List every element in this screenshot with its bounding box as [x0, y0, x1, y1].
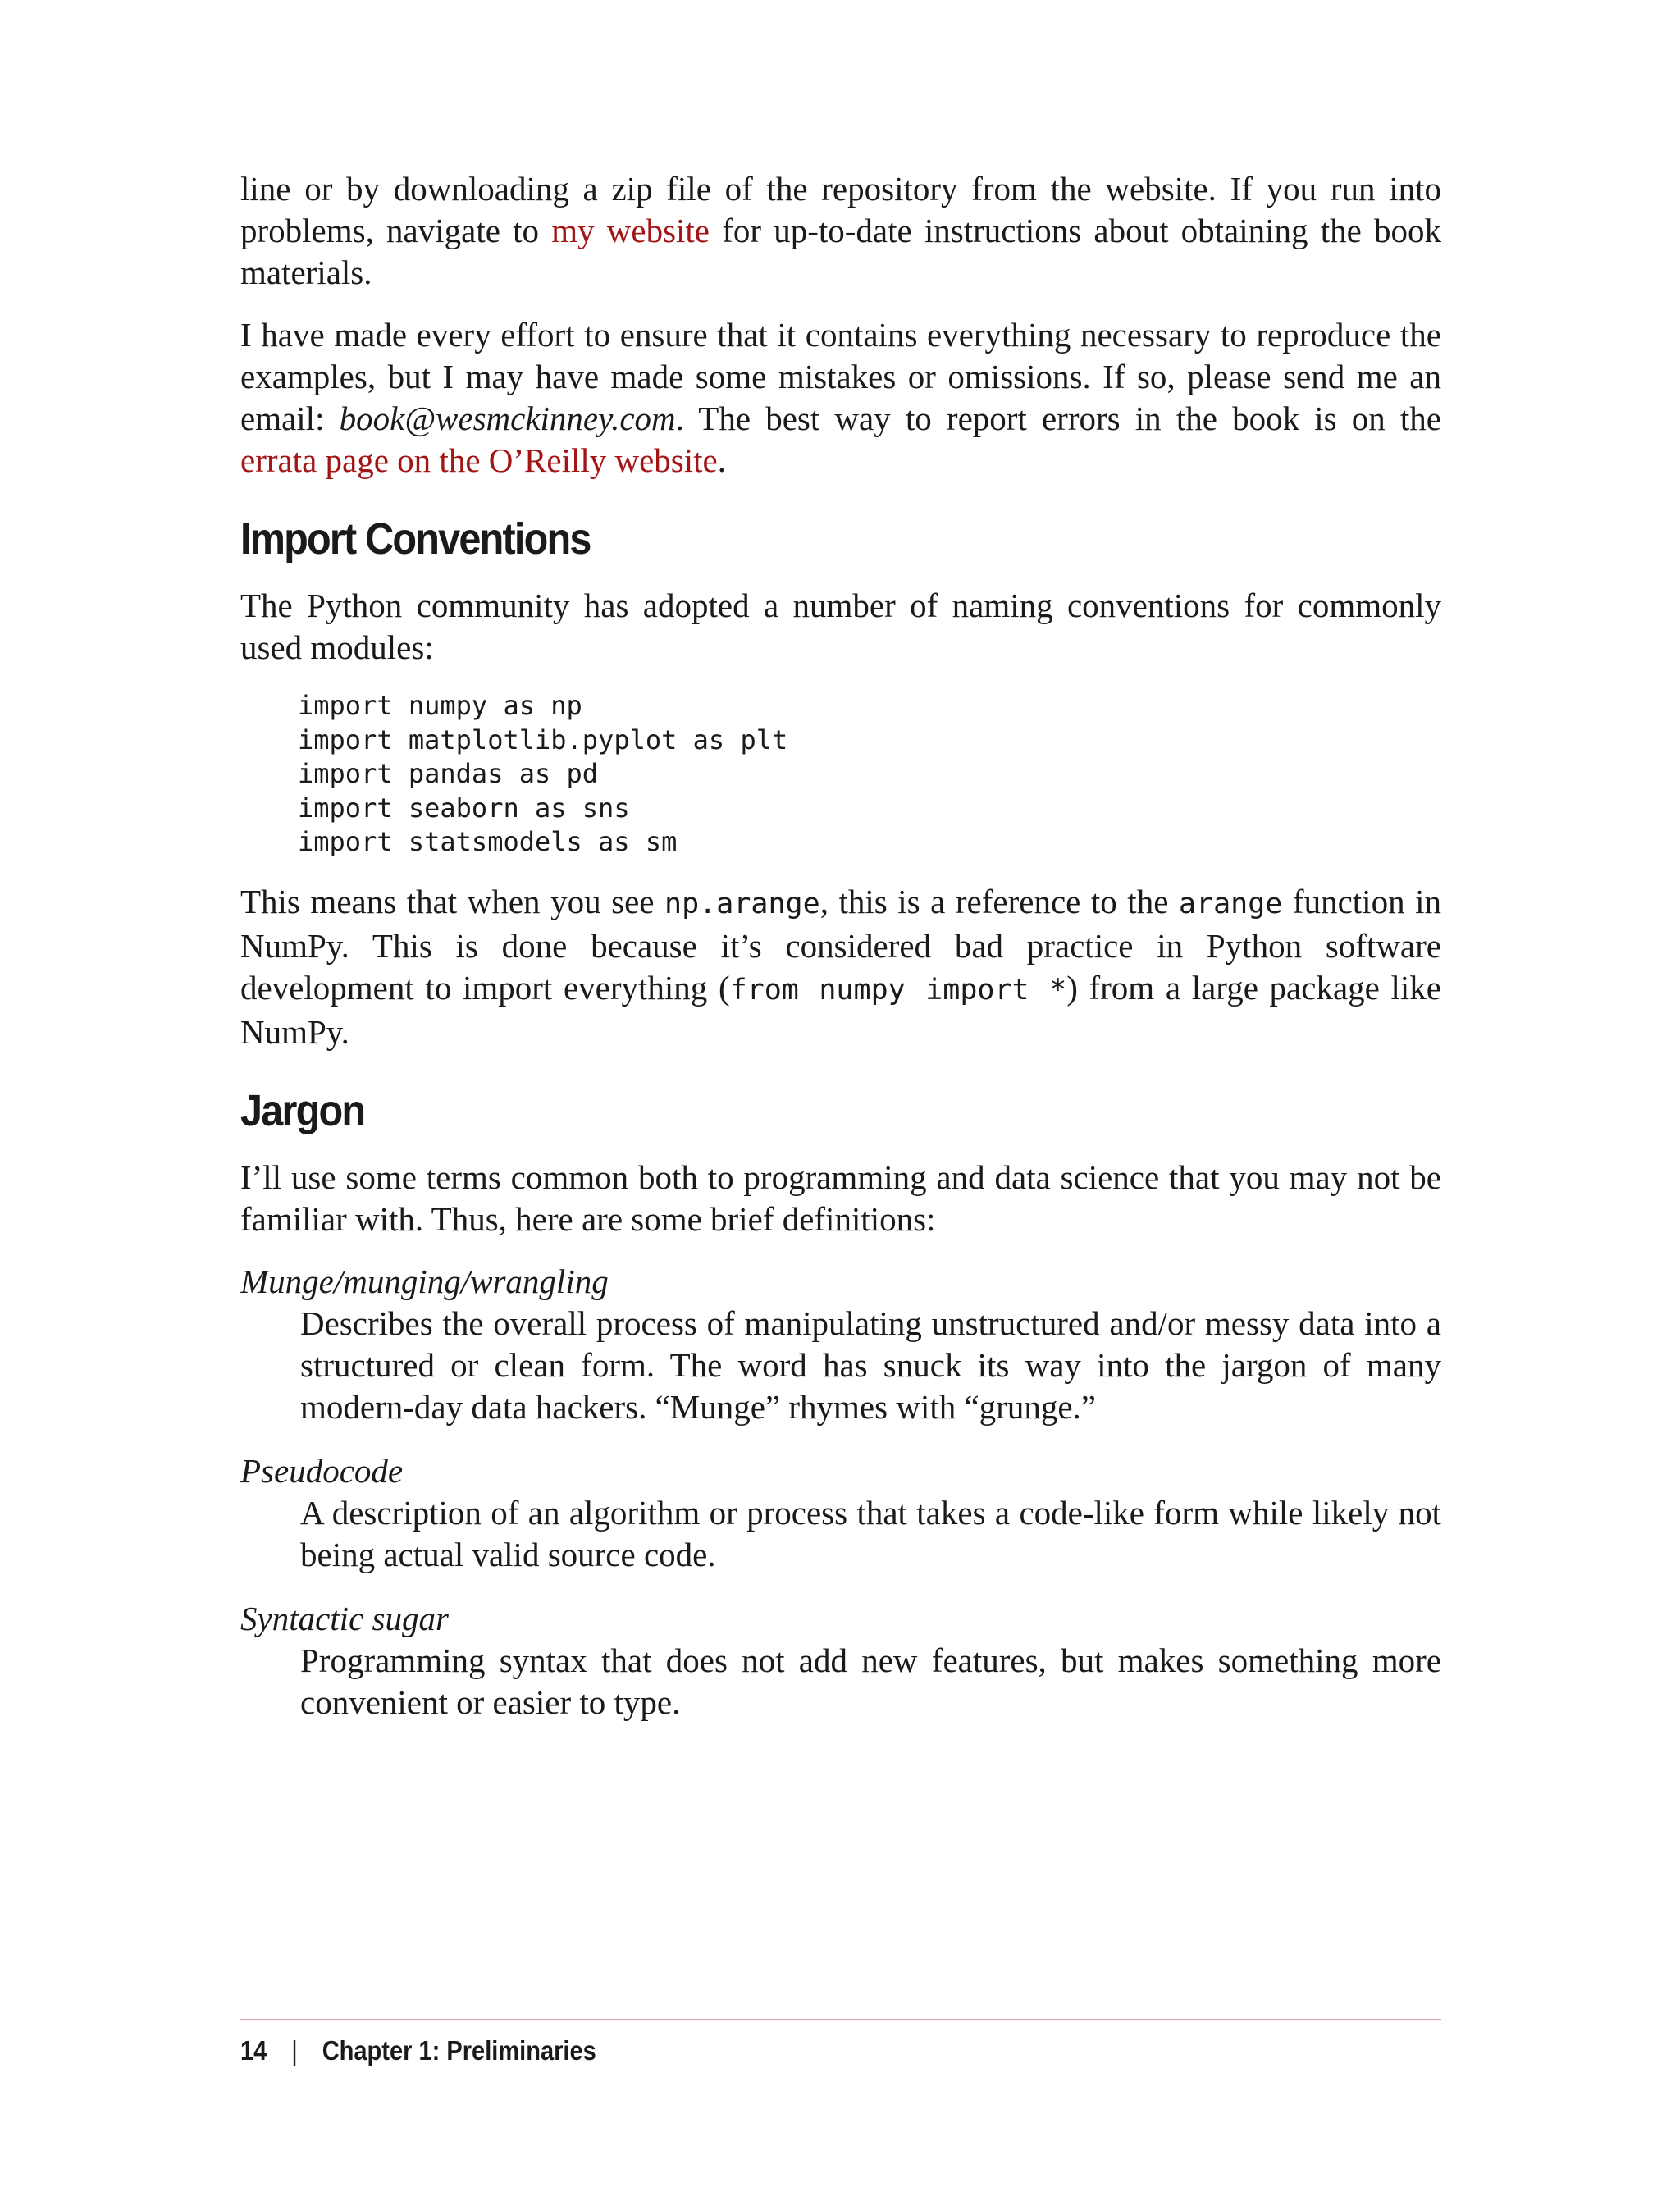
- import-intro-paragraph: The Python community has adopted a number of naming conventions for commonly used modules:: [240, 587, 1441, 666]
- inline-code: from numpy import *: [729, 973, 1067, 1007]
- definition-term: Syntactic sugar: [240, 1599, 449, 1637]
- errata-link[interactable]: errata page on the O’Reilly website: [240, 441, 718, 479]
- definition-term: Munge/munging/wrangling: [240, 1262, 609, 1300]
- body-text: ) from a large package like NumPy.: [240, 968, 1441, 1051]
- body-text: , this is a reference to the: [819, 882, 1179, 920]
- intro-text: I have made every effort to ensure that it contains everything necessary to reproduce the examples, but I may have made some mistakes or omissions. If so, please send me an email:: [240, 316, 1441, 437]
- definition-description: A description of an algorithm or process that takes a code-like form while likely not being actual valid source code.: [300, 1493, 1441, 1573]
- import-conventions-heading: Import Conventions: [240, 514, 591, 564]
- body-text: This means that when you see: [240, 882, 665, 920]
- intro-text: for up-to-date instructions about obtaining the book materials.: [240, 212, 1442, 291]
- definition-description: Programming syntax that does not add new features, but makes something more convenient or easier to type.: [300, 1641, 1441, 1721]
- intro-text: .: [717, 441, 726, 479]
- intro-text: line or by downloading a zip file of the repository from the website. If you run into problems, navigate to: [240, 170, 1441, 249]
- definition-description: Describes the overall process of manipulating unstructured and/or messy data into a structured or clean form. The word has snuck its way into the jargon of many modern-day data hackers. “Munge” rhymes with “grunge.”: [300, 1303, 1441, 1426]
- body-text: function in NumPy. This is done because it’s considered bad practice in Python software development to import everything (: [240, 882, 1441, 1007]
- footer-separator: |: [291, 2035, 298, 2066]
- chapter-title: Chapter 1: Preliminaries: [322, 2035, 596, 2066]
- page-content: [240, 168, 1441, 1746]
- page-footer: [240, 2019, 1441, 2067]
- import-explanation-paragraph: [240, 881, 1441, 1053]
- inline-code: np.arange: [664, 887, 820, 920]
- email-address: book@wesmckinney.com: [339, 399, 676, 437]
- footer-text: [240, 2034, 1297, 2067]
- my-website-link[interactable]: my website: [551, 212, 710, 249]
- footer-divider: [240, 2019, 1441, 2020]
- jargon-definition-list: [240, 1261, 1441, 1723]
- definition-term: Pseudocode: [240, 1451, 404, 1490]
- page-number: 14: [240, 2035, 267, 2066]
- inline-code: arange: [1178, 887, 1283, 920]
- import-code-block: import numpy as np import matplotlib.pyplot as plt import pandas as pd import seaborn as sns import statsmodels as sm: [298, 690, 788, 857]
- intro-text: . The best way to report errors in the book is on the: [675, 399, 1441, 437]
- intro-paragraph-2: [240, 314, 1441, 482]
- intro-paragraph-1: [240, 168, 1441, 294]
- jargon-intro-paragraph: I’ll use some terms common both to programming and data science that you may not be familiar with. Thus, here are some brief definitions:: [240, 1157, 1441, 1238]
- jargon-heading: Jargon: [240, 1085, 365, 1135]
